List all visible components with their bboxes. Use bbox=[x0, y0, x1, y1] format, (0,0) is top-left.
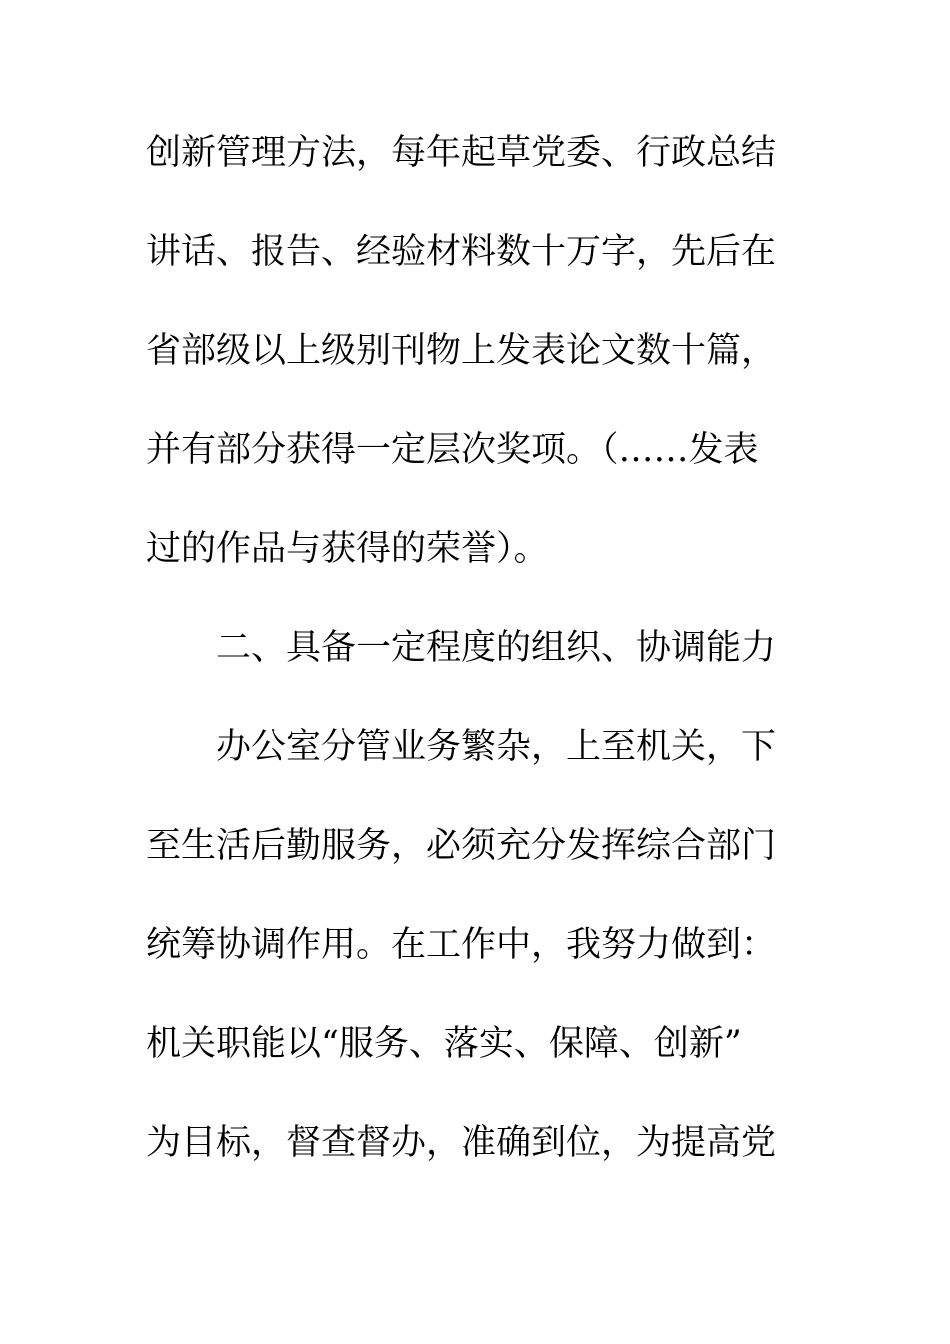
paragraph-line: 办公室分管业务繁杂，上至机关，下 bbox=[216, 727, 777, 767]
paragraph-line: 至生活后勤服务，必须充分发挥综合部门 bbox=[146, 826, 777, 866]
paragraph-line: 过的作品与获得的荣誉）。 bbox=[146, 529, 549, 569]
paragraph-line: 讲话、报告、经验材料数十万字，先后在 bbox=[146, 232, 777, 272]
paragraph-line: 并有部分获得一定层次奖项。（……发表 bbox=[146, 430, 759, 470]
paragraph-line: 省部级以上级别刊物上发表论文数十篇， bbox=[146, 331, 777, 371]
paragraph-line: 统筹协调作用。在工作中，我努力做到： bbox=[146, 925, 777, 965]
paragraph-line: 为目标，督查督办，准确到位，为提高党 bbox=[146, 1123, 777, 1163]
paragraph-line: 机关职能以“服务、落实、保障、创新” bbox=[146, 1024, 742, 1064]
section-heading: 二、具备一定程度的组织、协调能力 bbox=[216, 628, 777, 668]
body-text bbox=[146, 122, 786, 1211]
paragraph-line: 创新管理方法，每年起草党委、行政总结 bbox=[146, 133, 777, 173]
